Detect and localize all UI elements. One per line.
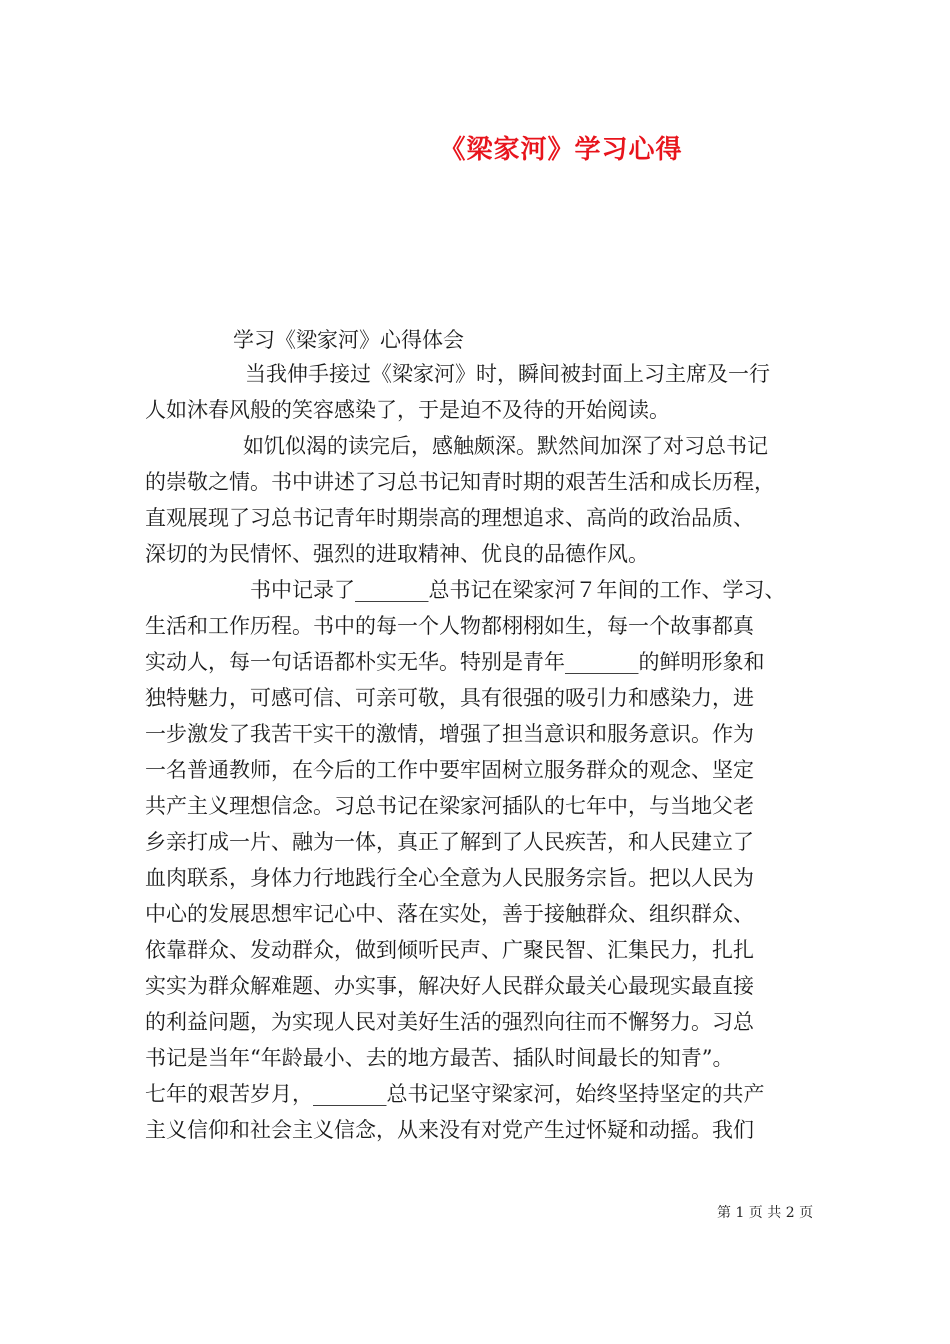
body-line: 中心的发展思想牢记心中、落在实处，善于接触群众、组织群众、 (145, 902, 754, 926)
body-line: 共产主义理想信念。习总书记在梁家河插队的七年中，与当地父老 (145, 794, 754, 818)
body-line: 实实为群众解难题、办实事，解决好人民群众最关心最现实最直接 (145, 974, 754, 998)
document-subtitle: 学习《梁家河》心得体会 (233, 328, 464, 352)
document-title: 《梁家河》学习心得 (439, 135, 683, 165)
body-line: 的崇敬之情。书中讲述了习总书记知青时期的艰苦生活和成长历程， (145, 470, 775, 494)
body-line: 一步激发了我苦干实干的激情，增强了担当意识和服务意识。作为 (145, 722, 754, 746)
body-line: 书中记录了_______总书记在梁家河７年间的工作、学习、 (250, 578, 786, 602)
body-line: 生活和工作历程。书中的每一个人物都栩栩如生，每一个故事都真 (145, 614, 754, 638)
body-line: 依靠群众、发动群众，做到倾听民声、广聚民智、汇集民力，扎扎 (145, 938, 754, 962)
body-line: 当我伸手接过《梁家河》时，瞬间被封面上习主席及一行 (245, 362, 770, 386)
body-line: 血肉联系，身体力行地践行全心全意为人民服务宗旨。把以人民为 (145, 866, 754, 890)
body-line: 独特魅力，可感可信、可亲可敬，具有很强的吸引力和感染力，进 (145, 686, 754, 710)
body-line: 实动人，每一句话语都朴实无华。特别是青年_______的鲜明形象和 (145, 650, 765, 674)
body-line: 的利益问题，为实现人民对美好生活的强烈向往而不懈努力。习总 (145, 1010, 754, 1034)
body-line: 乡亲打成一片、融为一体，真正了解到了人民疾苦，和人民建立了 (145, 830, 754, 854)
document-body (145, 356, 815, 1148)
body-line: 如饥似渴的读完后，感触颇深。默然间加深了对习总书记 (243, 434, 768, 458)
body-line: 一名普通教师，在今后的工作中要牢固树立服务群众的观念、坚定 (145, 758, 754, 782)
body-line: 七年的艰苦岁月，_______总书记坚守梁家河，始终坚持坚定的共产 (145, 1082, 765, 1106)
page-number: 第 1 页 共 2 页 (717, 1205, 814, 1221)
body-line: 人如沐春风般的笑容感染了，于是迫不及待的开始阅读。 (145, 398, 670, 422)
body-line: 书记是当年“年龄最小、去的地方最苦、插队时间最长的知青”。 (145, 1046, 734, 1070)
body-line: 主义信仰和社会主义信念，从来没有对党产生过怀疑和动摇。我们 (145, 1118, 754, 1142)
body-line: 直观展现了习总书记青年时期崇高的理想追求、高尚的政治品质、 (145, 506, 754, 530)
body-line: 深切的为民情怀、强烈的进取精神、优良的品德作风。 (145, 542, 649, 566)
